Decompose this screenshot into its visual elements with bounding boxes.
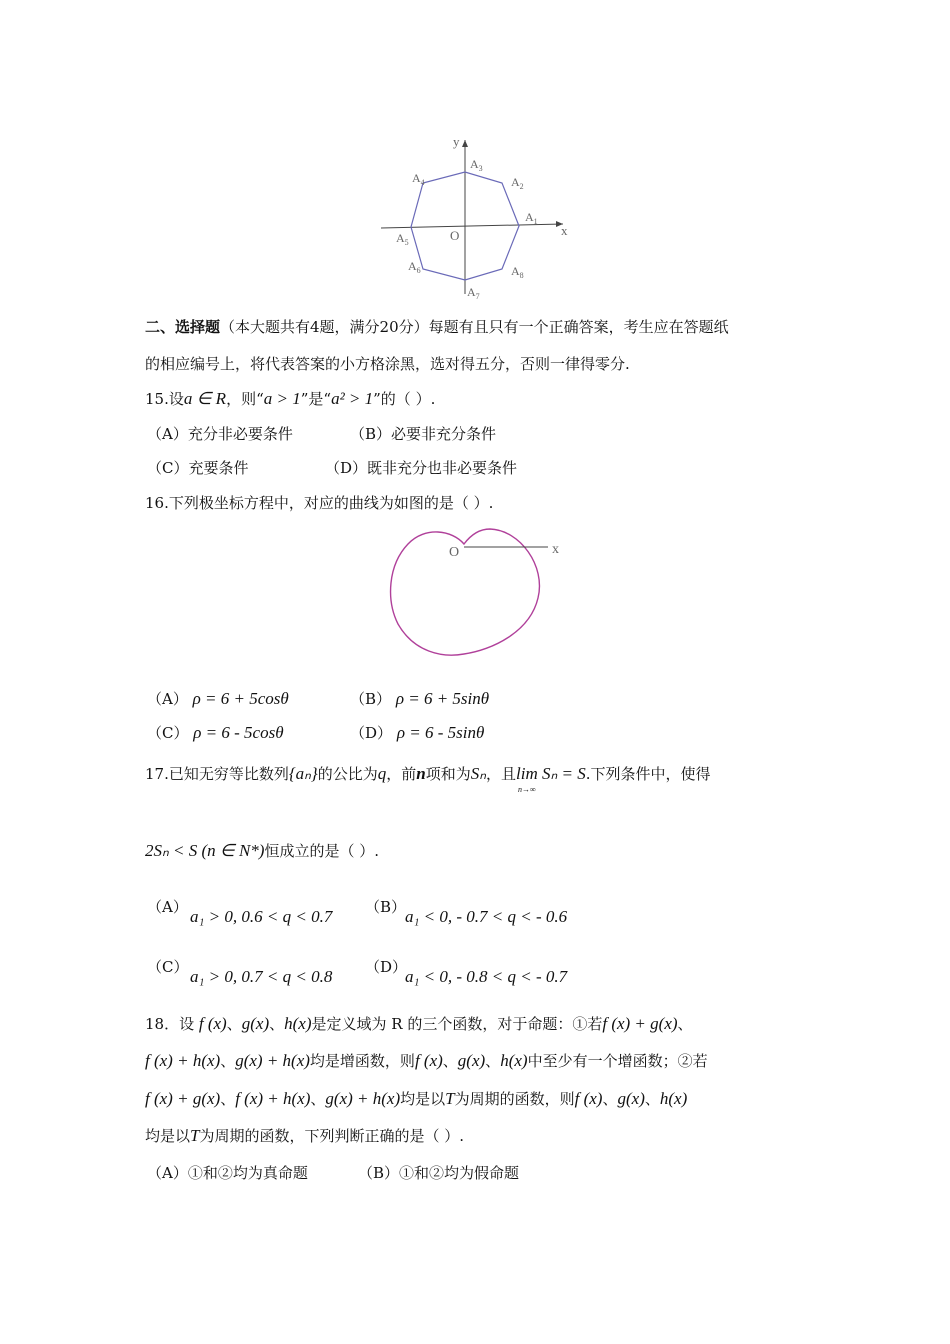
q17-option-b-label: （B）: [365, 898, 407, 916]
q16-option-c-label: （C）: [147, 724, 189, 742]
q18-sep-8: 、: [310, 1090, 326, 1108]
q17-option-a-label: （A）: [147, 898, 188, 916]
section-heading: 二、选择题: [145, 318, 221, 336]
q15-prefix: 15.设: [145, 390, 184, 408]
q18-l2a: 均是增函数，则: [309, 1052, 415, 1070]
q18-f: f (x): [198, 1014, 227, 1033]
q17-s1: 17.已知无穷等比数列: [145, 765, 289, 783]
q18-l1b: 是定义域为 R 的三个函数，对于命题：①若: [311, 1015, 603, 1033]
q17-option-d[interactable]: a₁ < 0, - 0.8 < q < - 0.7: [405, 967, 568, 986]
q17-s4: 项和为: [425, 765, 471, 783]
q18-sep-2: 、: [269, 1015, 285, 1033]
q18-sep-6: 、: [485, 1052, 501, 1070]
q18-T-1: T: [445, 1089, 455, 1108]
q15-q: a² > 1: [331, 389, 374, 408]
q17-q: q: [377, 764, 387, 783]
section-note-2: 的相应编号上，将代表答案的小方格涂黑，选对得五分，否则一律得零分.: [145, 355, 630, 373]
octagon-figure: [375, 130, 585, 300]
q17-s6: .下列条件中，使得: [585, 765, 711, 783]
q18-l1a: 18．设: [145, 1015, 195, 1033]
q16-option-d-label: （D）: [350, 724, 393, 742]
q17-sn: Sₙ: [470, 764, 487, 783]
q18-l3b: 为周期的函数，则: [454, 1090, 575, 1108]
q15-p: a > 1: [263, 389, 301, 408]
q18-sep-7: 、: [220, 1090, 236, 1108]
q18-l4a: 均是以: [145, 1127, 191, 1145]
q18-h: h(x): [284, 1014, 312, 1033]
q16-option-c-expr: ρ = 6 - 5cosθ: [193, 723, 284, 742]
q16-option-a-label: （A）: [147, 690, 188, 708]
cardioid-curve: [391, 529, 540, 655]
q15-end: ”的（ ）.: [373, 390, 436, 408]
q18-f-2: f (x): [414, 1051, 443, 1070]
q17-option-a[interactable]: a₁ > 0, 0.6 < q < 0.7: [190, 907, 333, 926]
vertex-a1: $A_1$: [525, 210, 538, 226]
q18-h-3: h(x): [659, 1089, 688, 1108]
q18-fh-1: f (x) + h(x): [145, 1051, 221, 1070]
cardioid-origin-label: O: [449, 545, 460, 560]
q18-option-a[interactable]: （A）①和②均为真命题: [147, 1164, 308, 1182]
section-heading-line: [145, 316, 729, 338]
q18-sep-4: 、: [220, 1052, 236, 1070]
vertex-a7: $A_7$: [467, 285, 480, 300]
q16-option-b[interactable]: [350, 688, 489, 710]
q17-s2: 的公比为: [317, 765, 378, 783]
q16-option-b-label: （B）: [350, 690, 392, 708]
q16-option-d-expr: ρ = 6 - 5sinθ: [396, 723, 485, 742]
q18-option-b[interactable]: （B）①和②均为假命题: [358, 1164, 520, 1182]
vertex-a5: $A_5$: [396, 231, 409, 247]
q17-s7: 恒成立的是（ ）.: [264, 842, 380, 860]
vertex-a2: $A_2$: [511, 175, 524, 191]
q16-stem: 16.下列极坐标方程中，对应的曲线为如图的是（ ）.: [145, 494, 494, 512]
q17-option-c[interactable]: a₁ > 0, 0.7 < q < 0.8: [190, 967, 333, 986]
q18-fg-2: f (x) + g(x): [145, 1089, 221, 1108]
q17-stem-2: [145, 840, 379, 862]
vertex-a3: $A_3$: [470, 157, 483, 173]
q18-fh-2: f (x) + h(x): [235, 1089, 311, 1108]
cardioid-axis-label: x: [552, 542, 559, 557]
q18-sep-3: 、: [677, 1015, 693, 1033]
axis-label-y: y: [453, 134, 460, 149]
q16-option-b-expr: ρ = 6 + 5sinθ: [395, 689, 490, 708]
q18-h-2: h(x): [500, 1051, 528, 1070]
q18-l3a: 均是以: [400, 1090, 446, 1108]
vertex-a8: $A_8$: [511, 264, 524, 280]
q18-f-3: f (x): [574, 1089, 603, 1108]
y-axis-arrow: [462, 140, 468, 147]
q15-option-b[interactable]: （B）必要非充分条件: [350, 425, 497, 443]
q17-option-d-label: （D）: [365, 958, 408, 976]
q18-sep-10: 、: [644, 1090, 660, 1108]
q17-stem-1: [145, 763, 711, 794]
q16-option-a[interactable]: [147, 688, 289, 710]
q18-g-2: g(x): [457, 1051, 486, 1070]
q15-cond: a ∈ R: [183, 389, 227, 408]
q16-option-d[interactable]: [350, 722, 484, 744]
q18-sep-1: 、: [226, 1015, 242, 1033]
q17-lim: lim Sₙ = S: [516, 764, 586, 783]
q16-option-c[interactable]: [147, 722, 284, 744]
q17-s3: ，前: [386, 765, 417, 783]
q18-l4b: 为周期的函数，下列判断正确的是（ ）.: [199, 1127, 465, 1145]
q15-option-c[interactable]: （C）充要条件: [147, 459, 249, 477]
section-note: （本大题共有4题，满分20分）每题有且只有一个正确答案，考生应在答题纸: [220, 318, 729, 336]
q16-option-a-expr: ρ = 6 + 5cosθ: [192, 689, 289, 708]
axis-label-x: x: [561, 223, 568, 238]
q17-option-c-label: （C）: [147, 958, 189, 976]
q15-option-d[interactable]: （D）既非充分也非必要条件: [325, 459, 518, 477]
q18-l2b: 中至少有一个增函数；②若: [527, 1052, 708, 1070]
q17-s5: ，且: [486, 765, 517, 783]
q15-option-a[interactable]: （A）充分非必要条件: [147, 425, 293, 443]
q17-ineq: 2Sₙ < S (n ∈ N*): [145, 841, 265, 860]
q15-stem: [145, 388, 435, 410]
q18-sep-9: 、: [602, 1090, 618, 1108]
q18-gh-1: g(x) + h(x): [235, 1051, 310, 1070]
q17-lim-sub: n→∞: [518, 785, 536, 794]
q18-T-2: T: [190, 1126, 200, 1145]
q17-seq: {aₙ}: [288, 764, 318, 783]
q18-g-3: g(x): [617, 1089, 645, 1108]
q15-mid1: ，则“: [226, 390, 264, 408]
origin-label: O: [450, 228, 460, 243]
cardioid-figure: [380, 520, 580, 670]
q18-line-3: [145, 1088, 687, 1110]
q18-line-2: [145, 1050, 708, 1072]
q18-line-1: [145, 1013, 693, 1035]
q17-option-b[interactable]: a₁ < 0, - 0.7 < q < - 0.6: [405, 907, 568, 926]
q18-gh-2: g(x) + h(x): [325, 1089, 401, 1108]
q18-line-4: [145, 1125, 464, 1147]
vertex-a6: $A_6$: [408, 259, 421, 275]
q17-n: n: [416, 764, 426, 783]
q18-sep-5: 、: [442, 1052, 458, 1070]
vertex-a4: $A_4$: [412, 171, 425, 187]
q18-fg-1: f (x) + g(x): [602, 1014, 678, 1033]
q15-mid2: ”是“: [300, 390, 332, 408]
q18-g: g(x): [241, 1014, 270, 1033]
